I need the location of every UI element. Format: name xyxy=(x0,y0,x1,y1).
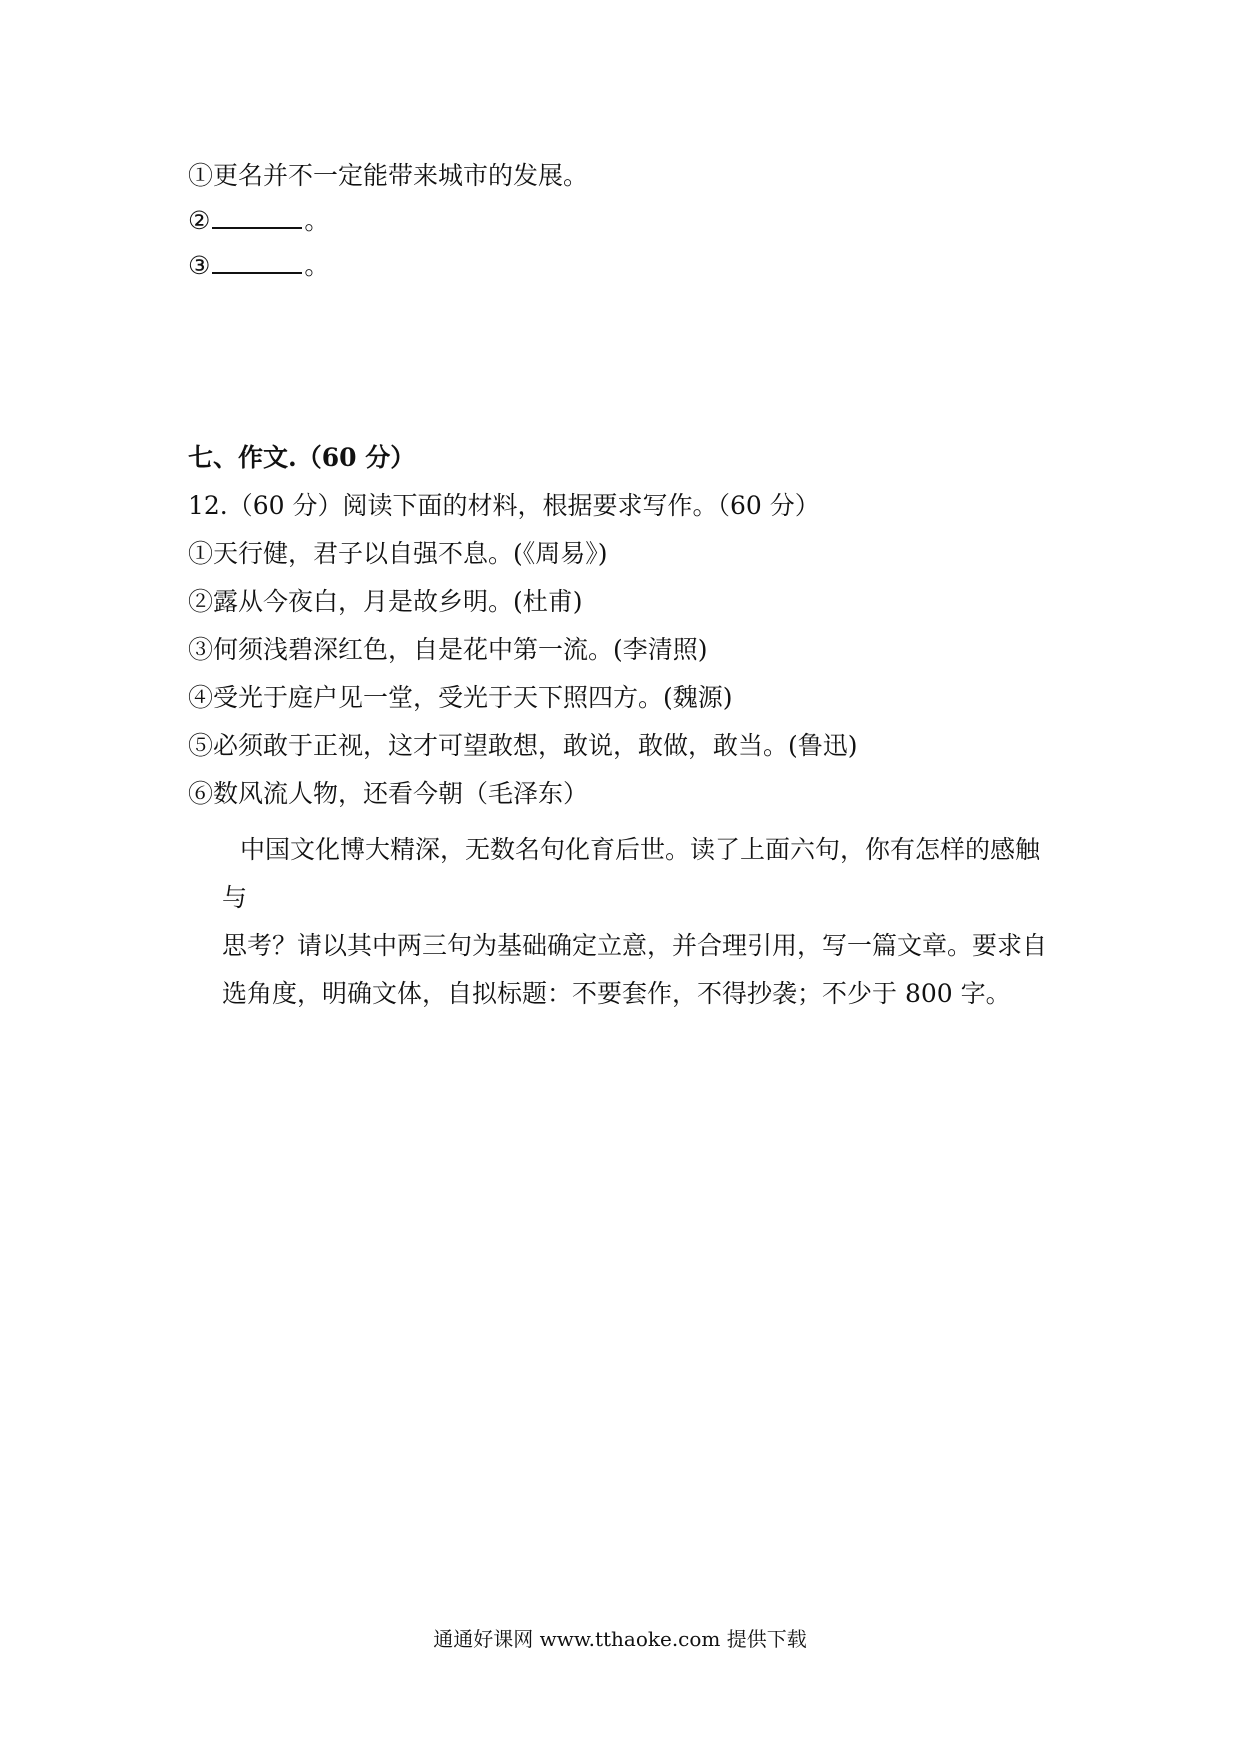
quote-item: ⑤必须敢于正视，这才可望敢想，敢说，敢做，敢当。(鲁迅) xyxy=(188,731,858,760)
quote-item: ③何须浅碧深红色，自是花中第一流。(李清照) xyxy=(188,635,708,664)
quote-item: ①天行健，君子以自强不息。(《周易》) xyxy=(188,539,608,568)
answer-item-2 xyxy=(188,205,329,237)
prompt-line-1: 中国文化博大精深，无数名句化育后世。读了上面六句，你有怎样的感触与 xyxy=(222,835,1041,912)
prompt-line-3: 选角度，明确文体，自拟标题：不要套作，不得抄袭；不少于 800 字。 xyxy=(222,979,1011,1008)
answer-blank-2[interactable] xyxy=(212,205,302,229)
answer-item-2-end: 。 xyxy=(304,206,330,235)
question-stem: 12.（60 分）阅读下面的材料，根据要求写作。（60 分） xyxy=(188,491,820,520)
quote-item: ⑥数风流人物，还看今朝（毛泽东） xyxy=(188,779,589,808)
answer-item-1: ①更名并不一定能带来城市的发展。 xyxy=(188,161,589,190)
quote-item: ②露从今夜白，月是故乡明。(杜甫) xyxy=(188,587,583,616)
answer-item-3-number: ③ xyxy=(188,251,211,280)
prompt-line-2: 思考？请以其中两三句为基础确定立意，并合理引用，写一篇文章。要求自 xyxy=(222,931,1048,960)
answer-item-2-number: ② xyxy=(188,206,211,235)
answer-item-3 xyxy=(188,250,329,282)
quote-item: ④受光于庭户见一堂，受光于天下照四方。(魏源) xyxy=(188,683,733,712)
writing-prompt xyxy=(222,826,1062,1018)
answer-item-3-end: 。 xyxy=(304,251,330,280)
answer-blank-3[interactable] xyxy=(212,250,302,274)
page-footer: 通通好课网 www.tthaoke.com 提供下载 xyxy=(433,1627,807,1651)
section-title: 七、作文.（60 分） xyxy=(188,443,416,472)
